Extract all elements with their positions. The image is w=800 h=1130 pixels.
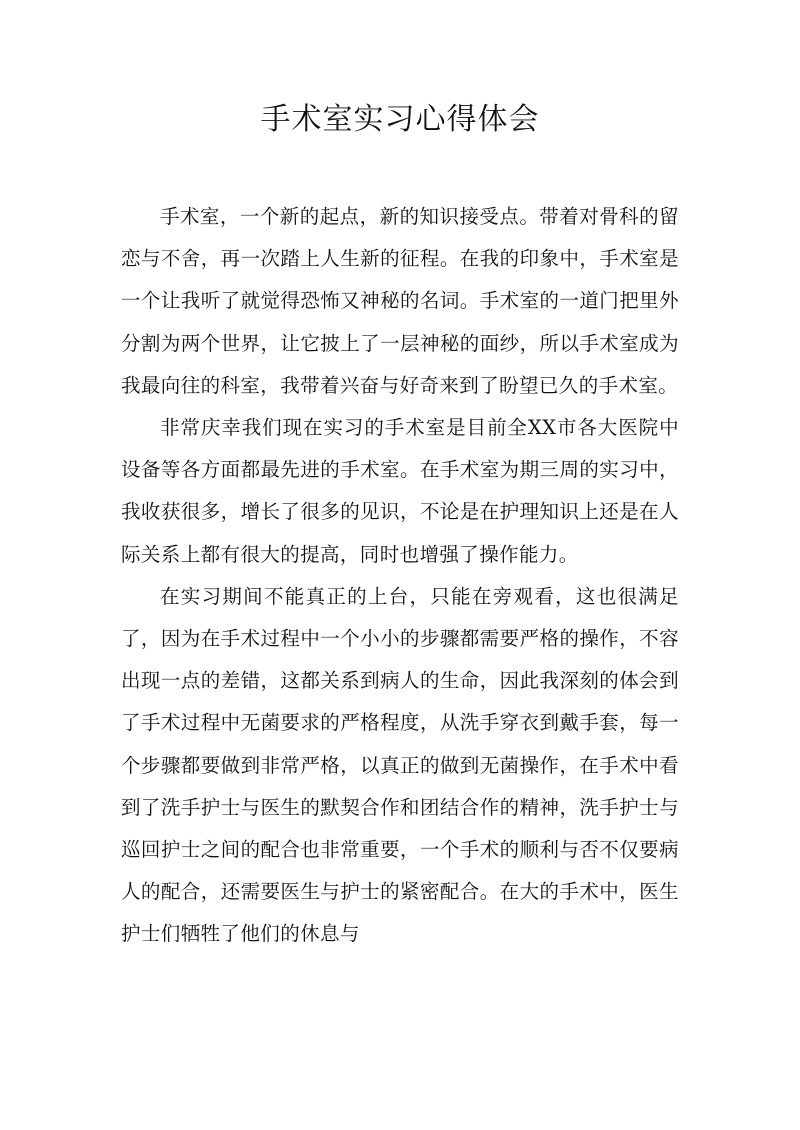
- paragraph-1: 手术室，一个新的起点，新的知识接受点。带着对骨科的留恋与不舍，再一次踏上人生新的征程。在我的印象中，手术室是一个让我听了就觉得恐怖又神秘的名词。手术室的一道门把里外分割为两个世界，让它披上了一层神秘的面纱，所以手术室成为我最向往的科室，我带着兴奋与好奇来到了盼望已久的手术室。: [121, 205, 679, 397]
- paragraph-3: 在实习期间不能真正的上台，只能在旁观看，这也很满足了，因为在手术过程中一个小小的步骤都需要严格的操作，不容出现一点的差错，这都关系到病人的生命，因此我深刻的体会到了手术过程中无菌要求的严格程度，从洗手穿衣到戴手套，每一个步骤都要做到非常严格，以真正的做到无菌操作，在手术中看到了洗手护士与医生的默契合作和团结合作的精神，洗手护士与巡回护士之间的配合也非常重要，一个手术的顺利与否不仅要病人的配合，还需要医生与护士的紧密配合。在大的手术中，医生护士们牺牲了他们的休息与: [121, 584, 679, 946]
- paragraph-2: 非常庆幸我们现在实习的手术室是目前全XX市各大医院中设备等各方面都最先进的手术室。在手术室为期三周的实习中，我收获很多，增长了很多的见识，不论是在护理知识上还是在人际关系上都有很大的提高，同时也增强了操作能力。: [121, 416, 679, 566]
- page-title: 手术室实习心得体会: [260, 102, 540, 137]
- document-body: [121, 196, 679, 956]
